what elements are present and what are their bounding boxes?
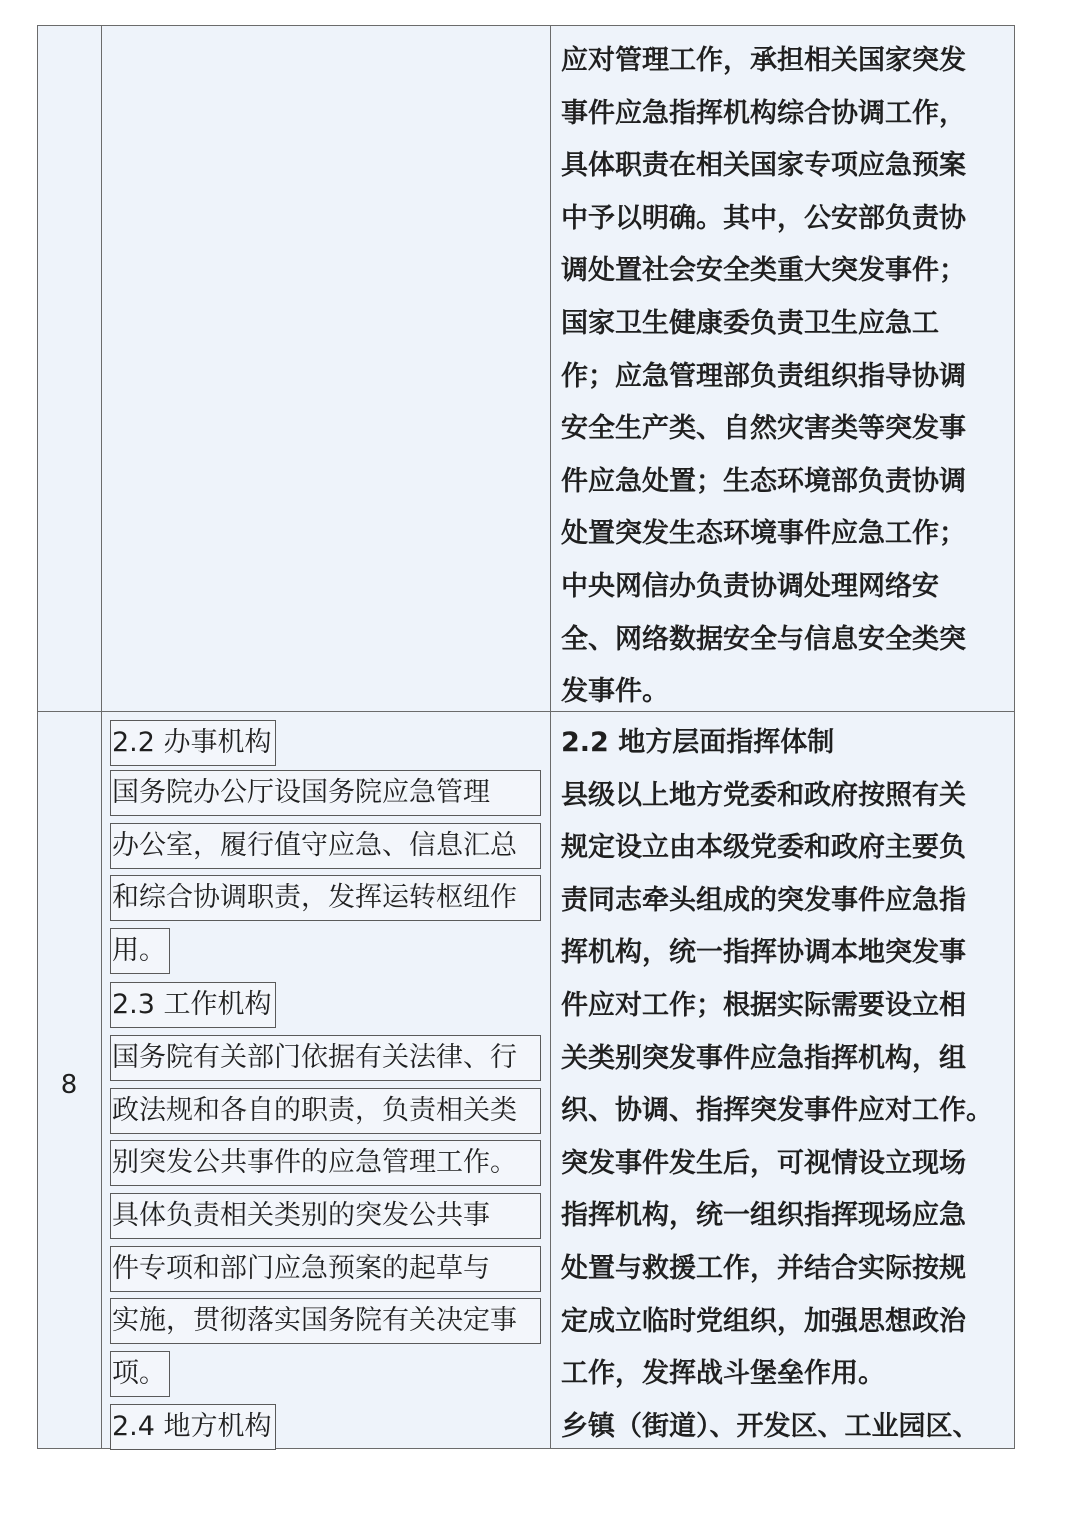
text-line: 具体职责在相关国家专项应急预案 (561, 150, 966, 182)
text-line: 事件应急指挥机构综合协调工作， (561, 97, 966, 129)
text-line: 项。 (110, 1351, 170, 1397)
text-line: 调处置社会安全类重大突发事件； (561, 255, 966, 287)
table-border-right (1014, 25, 1015, 1449)
text-line: 规定设立由本级党委和政府主要负 (561, 832, 966, 864)
text-line: 2.2 地方层面指挥体制 (561, 727, 835, 758)
text-line: 件应急处置；生态环境部负责协调 (561, 465, 966, 497)
row-number-cell: 8 (60, 1070, 78, 1100)
text-line: 突发事件发生后，可视情设立现场 (561, 1147, 966, 1179)
text-line: 织、协调、指挥突发事件应对工作。 (561, 1095, 993, 1127)
text-line: 安全生产类、自然灾害类等突发事 (561, 413, 966, 445)
table-border-top (37, 25, 1015, 26)
text-line: 政法规和各自的职责，负责相关类 (110, 1088, 541, 1134)
text-line: 处置突发生态环境事件应急工作； (561, 518, 966, 550)
column-divider-1 (101, 25, 102, 1449)
text-line: 定成立临时党组织，加强思想政治 (561, 1305, 966, 1337)
text-line: 别突发公共事件的应急管理工作。 (110, 1140, 541, 1186)
text-line: 国务院办公厅设国务院应急管理 (110, 770, 541, 816)
text-line: 国务院有关部门依据有关法律、行 (110, 1035, 541, 1081)
text-line: 发事件。 (561, 676, 669, 708)
text-line: 处置与救援工作，并结合实际按规 (561, 1252, 966, 1284)
text-line: 指挥机构，统一组织指挥现场应急 (561, 1200, 966, 1232)
text-line: 2.3 工作机构 (110, 982, 276, 1028)
text-line: 国家卫生健康委负责卫生应急工 (561, 307, 939, 339)
text-line: 2.2 办事机构 (110, 720, 276, 766)
text-line: 中央网信办负责协调处理网络安 (561, 570, 939, 602)
text-line: 件应对工作；根据实际需要设立相 (561, 989, 966, 1021)
column-divider-2 (550, 25, 551, 1449)
text-line: 中予以明确。其中，公安部负责协 (561, 202, 966, 234)
text-line: 责同志牵头组成的突发事件应急指 (561, 884, 966, 916)
text-line: 挥机构，统一指挥协调本地突发事 (561, 937, 966, 969)
text-line: 关类别突发事件应急指挥机构，组 (561, 1042, 966, 1074)
text-line: 具体负责相关类别的突发公共事 (110, 1193, 541, 1239)
text-line: 实施，贯彻落实国务院有关决定事 (110, 1298, 541, 1344)
bottom-right-cell (561, 717, 1011, 1453)
text-line: 和综合协调职责，发挥运转枢纽作 (110, 875, 541, 921)
text-line: 作；应急管理部负责组织指导协调 (561, 360, 966, 392)
text-line: 乡镇（街道）、开发区、工业园区、 (561, 1410, 980, 1442)
text-line: 工作，发挥战斗堡垒作用。 (561, 1358, 885, 1390)
text-line: 用。 (110, 928, 170, 974)
text-line: 2.4 地方机构 (110, 1404, 276, 1450)
text-line: 全、网络数据安全与信息安全类突 (561, 623, 966, 655)
text-line: 办公室，履行值守应急、信息汇总 (110, 823, 541, 869)
text-line: 件专项和部门应急预案的起草与 (110, 1246, 541, 1292)
text-line: 县级以上地方党委和政府按照有关 (561, 779, 966, 811)
top-right-cell (561, 35, 1011, 719)
table-border-left (37, 25, 38, 1449)
text-line: 应对管理工作，承担相关国家突发 (561, 45, 966, 76)
